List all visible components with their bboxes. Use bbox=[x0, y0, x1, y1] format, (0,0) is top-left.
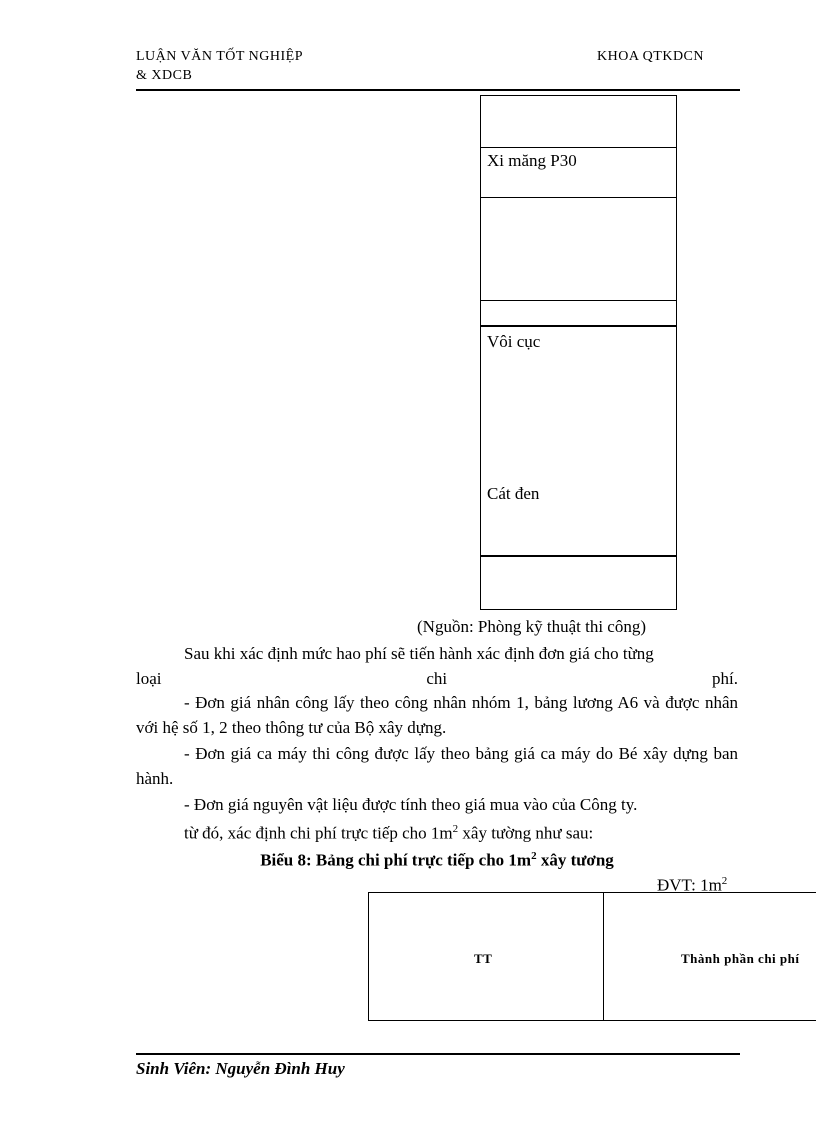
upper-table-column bbox=[480, 95, 677, 610]
paragraph-machine-rate-text: - Đơn giá ca máy thi công được lấy theo bảng giá ca máy do Bé xây dựng ban hành. bbox=[136, 744, 738, 788]
upper-table-rule bbox=[480, 197, 677, 198]
table-caption bbox=[136, 845, 738, 872]
footer-student-name: Sinh Viên: Nguyễn Đình Huy bbox=[136, 1059, 345, 1078]
header-faculty: KHOA QTKDCN bbox=[597, 49, 704, 64]
paragraph-intro-continuation bbox=[136, 666, 738, 691]
header-divider bbox=[136, 89, 740, 91]
paragraph-labor-rate bbox=[136, 690, 738, 740]
upper-table-cell-sand: Cát đen bbox=[487, 484, 540, 503]
paragraph-intro bbox=[136, 641, 738, 666]
upper-table-rule bbox=[480, 555, 677, 557]
upper-table-rule bbox=[480, 325, 677, 327]
continuation-word: chi bbox=[426, 669, 448, 688]
upper-table-rule bbox=[480, 300, 677, 301]
paragraph-labor-rate-text: - Đơn giá nhân công lấy theo công nhân nhóm 1, bảng lương A6 và được nhân với hệ số 1, 2 theo thông tư của Bộ xây dựng. bbox=[136, 693, 738, 737]
superscript: 2 bbox=[531, 850, 537, 862]
continuation-word: phí. bbox=[712, 669, 738, 688]
source-note: (Nguồn: Phòng kỹ thuật thi công) bbox=[417, 617, 647, 636]
header-thesis-subtitle: & XDCB bbox=[136, 68, 193, 83]
paragraph-intro-text: Sau khi xác định mức hao phí sẽ tiến hành xác định đơn giá cho từng bbox=[184, 644, 654, 663]
caption-tail: xây tương bbox=[536, 850, 614, 870]
paragraph-direct-cost-text: từ đó, xác định chi phí trực tiếp cho 1m bbox=[184, 823, 453, 843]
upper-table-cell-cement: Xi măng P30 bbox=[487, 151, 577, 170]
paragraph-direct-cost bbox=[136, 817, 738, 846]
paragraph-direct-cost-tail: xây tường như sau: bbox=[458, 823, 594, 843]
upper-table-rule bbox=[480, 147, 677, 148]
footer-divider bbox=[136, 1053, 740, 1055]
superscript: 2 bbox=[721, 875, 728, 887]
cost-table-column-divider bbox=[603, 892, 604, 1021]
paragraph-material-rate bbox=[136, 792, 738, 817]
superscript: 2 bbox=[452, 823, 459, 835]
paragraph-machine-rate bbox=[136, 741, 738, 791]
paragraph-material-rate-text: - Đơn giá nguyên vật liệu được tính theo giá mua vào của Công ty. bbox=[184, 795, 638, 814]
header-thesis-title: LUẬN VĂN TỐT NGHIỆP bbox=[136, 49, 303, 64]
upper-table-cell-lime: Vôi cục bbox=[487, 332, 541, 351]
cost-table-header-cost-component: Thành phần chi phí bbox=[681, 951, 800, 966]
caption-text: Biểu 8: Bảng chi phí trực tiếp cho 1m bbox=[260, 850, 532, 870]
continuation-word: loại bbox=[136, 669, 162, 688]
cost-table-header-tt: TT bbox=[474, 951, 493, 966]
unit-text: ĐVT: 1m bbox=[657, 875, 722, 895]
header-left bbox=[136, 47, 303, 85]
